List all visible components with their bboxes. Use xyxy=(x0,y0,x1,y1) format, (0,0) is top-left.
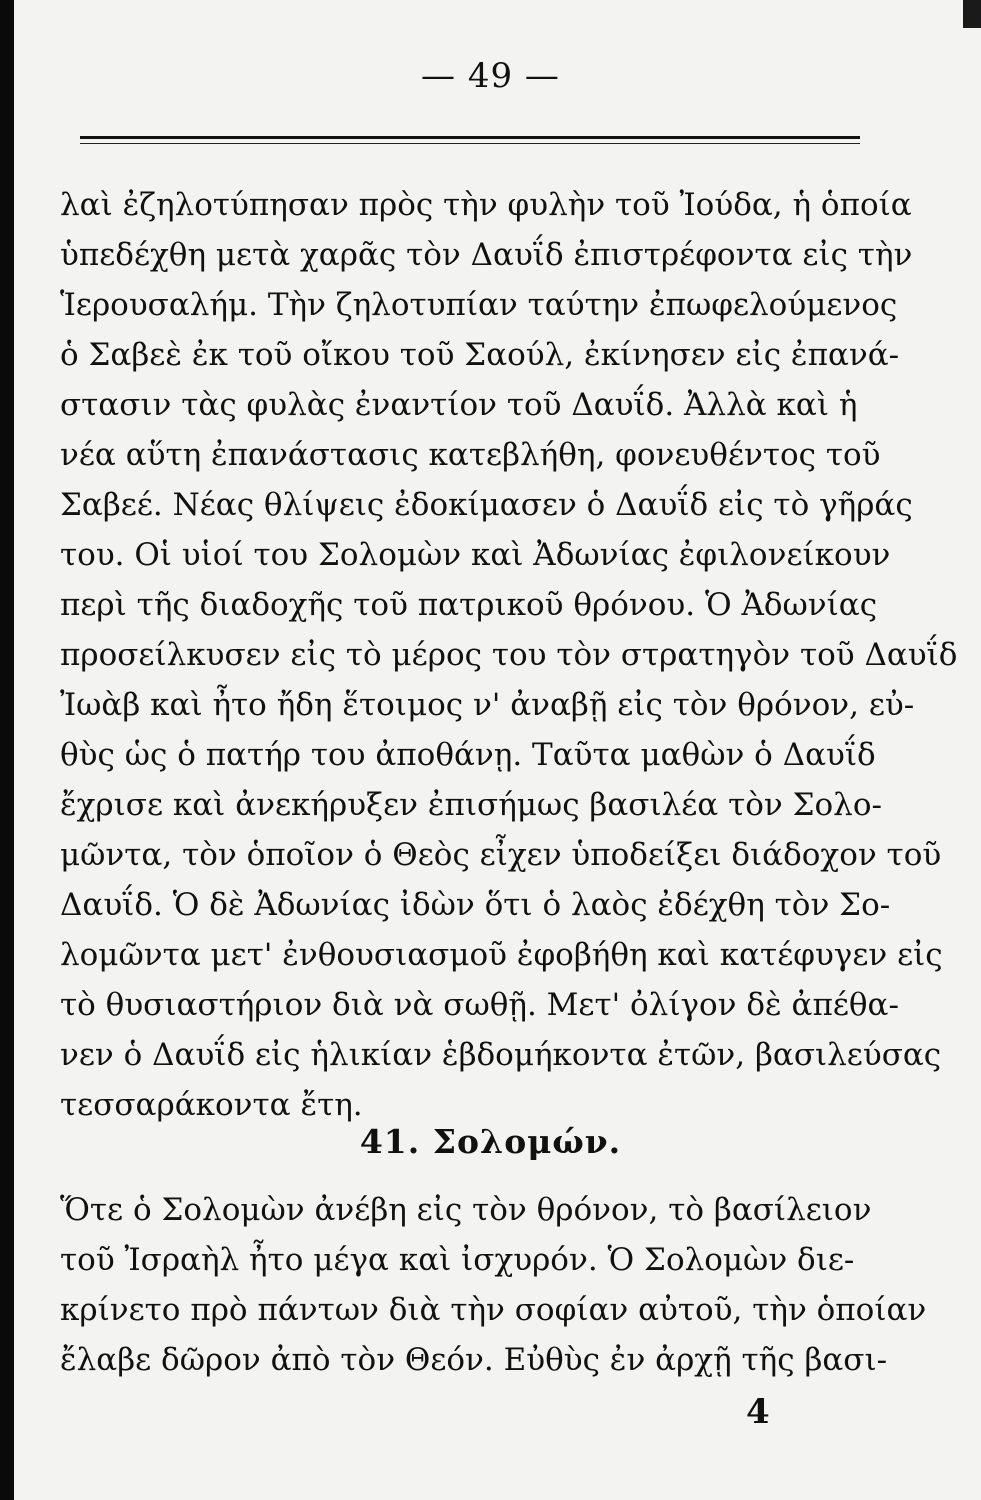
text-line: Ἱερουσαλήμ. Τὴν ζηλοτυπίαν ταύτην ἐπωφελούμενος xyxy=(60,287,898,323)
text-line: κρίνετο πρὸ πάντων διὰ τὴν σοφίαν αὐτοῦ, τὴν ὁποίαν xyxy=(60,1292,927,1328)
text-line: ὁ Σαβεὲ ἐκ τοῦ οἴκου τοῦ Σαούλ, ἐκίνησεν εἰς ἐπανά- xyxy=(60,337,900,373)
text-line: ὑπεδέχθη μετὰ χαρᾶς τὸν Δαυΐδ ἐπιστρέφοντα εἰς τὴν xyxy=(60,237,913,273)
text-line: νέα αὕτη ἐπανάστασις κατεβλήθη, φονευθέντος τοῦ xyxy=(60,437,881,473)
text-line: θὺς ὡς ὁ πατήρ του ἀποθάνῃ. Ταῦτα μαθὼν ὁ Δαυΐδ xyxy=(60,737,876,773)
text-line: ἔχρισε καὶ ἀνεκήρυξεν ἐπισήμως βασιλέα τὸν Σολο- xyxy=(60,787,882,823)
text-line: Ὅτε ὁ Σολομὼν ἀνέβη εἰς τὸν θρόνον, τὸ βασίλειον xyxy=(60,1192,872,1228)
page-corner-shadow xyxy=(963,0,981,28)
header-rule-thick xyxy=(80,136,860,139)
text-line: Σαβεέ. Νέας θλίψεις ἐδοκίμασεν ὁ Δαυΐδ εἰς τὸ γῆράς xyxy=(60,487,913,523)
page-number: — 49 — xyxy=(421,56,560,96)
page-binding-edge xyxy=(0,0,14,1500)
text-line: λαὶ ἐζηλοτύπησαν πρὸς τὴν φυλὴν τοῦ Ἰούδα, ἡ ὁποία xyxy=(60,187,912,223)
text-line: τὸ θυσιαστήριον διὰ νὰ σωθῇ. Μετ' ὀλίγον δὲ ἀπέθα- xyxy=(60,987,899,1023)
text-line: τοῦ Ἰσραὴλ ἦτο μέγα καὶ ἰσχυρόν. Ὁ Σολομὼν διε- xyxy=(60,1242,855,1278)
text-line: λομῶντα μετ' ἐνθουσιασμοῦ ἐφοβήθη καὶ κατέφυγεν εἰς xyxy=(60,937,943,973)
text-line: νεν ὁ Δαυΐδ εἰς ἡλικίαν ἑβδομήκοντα ἐτῶν, βασιλεύσας xyxy=(60,1037,942,1073)
text-line: περὶ τῆς διαδοχῆς τοῦ πατρικοῦ θρόνου. Ὁ Ἀδωνίας xyxy=(60,587,878,623)
text-line: ἔλαβε δῶρον ἀπὸ τὸν Θεόν. Εὐθὺς ἐν ἀρχῇ τῆς βασι- xyxy=(60,1342,888,1378)
text-line: τεσσαράκοντα ἔτη. xyxy=(60,1087,363,1123)
text-line: του. Οἱ υἱοί του Σολομὼν καὶ Ἀδωνίας ἐφιλονείκουν xyxy=(60,537,891,573)
text-line: Δαυΐδ. Ὁ δὲ Ἀδωνίας ἰδὼν ὅτι ὁ λαὸς ἐδέχθη τὸν Σο- xyxy=(60,887,891,923)
signature-mark: 4 xyxy=(746,1392,770,1432)
section-heading: 41. Σολομών. xyxy=(359,1122,622,1161)
text-line: μῶντα, τὸν ὁποῖον ὁ Θεὸς εἶχεν ὑποδείξει διάδοχον τοῦ xyxy=(60,837,942,873)
text-line: στασιν τὰς φυλὰς ἐναντίον τοῦ Δαυΐδ. Ἀλλὰ καὶ ἡ xyxy=(60,387,858,423)
header-rule-thin xyxy=(80,143,860,144)
text-line: προσείλκυσεν εἰς τὸ μέρος του τὸν στρατηγὸν τοῦ Δαυΐδ xyxy=(60,637,958,673)
text-line: Ἰωὰβ καὶ ἦτο ἤδη ἕτοιμος ν' ἀναβῇ εἰς τὸν θρόνον, εὐ- xyxy=(60,687,915,723)
